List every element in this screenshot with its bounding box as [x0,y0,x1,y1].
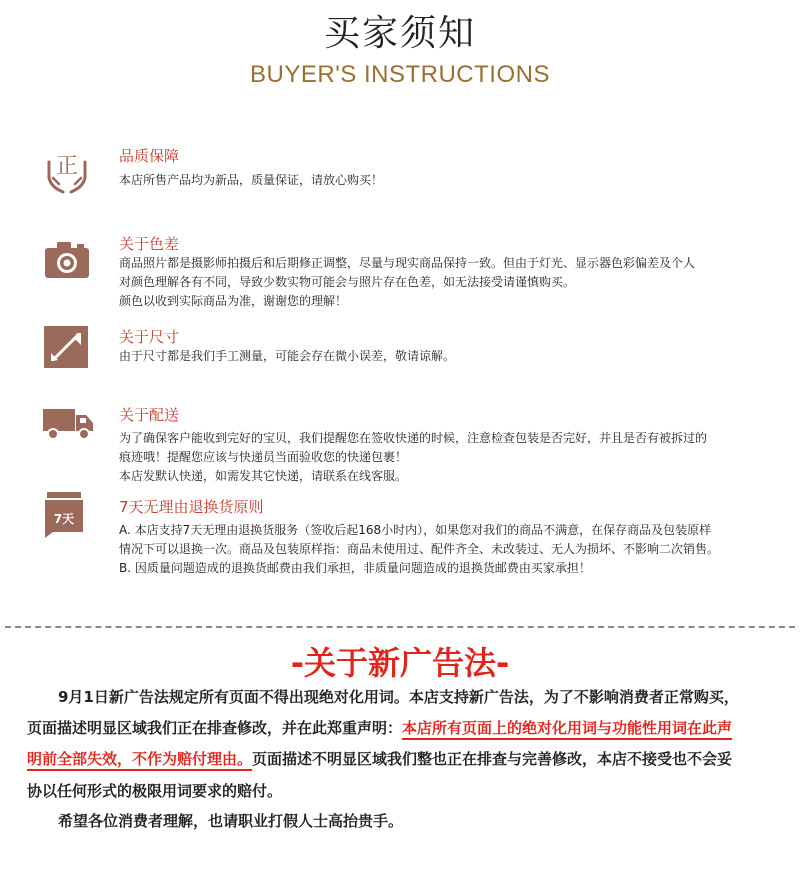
ad-law-line: 页面描述明显区域我们正在排查修改，并在此郑重声明：本店所有页面上的绝对化用词与功能性用词在此声 [27,713,732,743]
resize-arrow-icon [43,325,91,373]
ad-law-highlight: 本店所有页面上的绝对化用词与功能性用词在此声 [402,719,732,740]
section-text: 由于尺寸都是我们手工测量，可能会存在微小误差，敬请谅解。 [119,349,456,363]
page-header [0,8,800,90]
page-title: 买家须知 [323,13,476,54]
ad-law-line: 希望各位消费者理解，也请职业打假人士高抬贵手。 [58,812,404,830]
section-text: 本店所售产品均为新品，质量保证，请放心购买！ [119,173,384,187]
seven-days-glyph: 7天 [53,512,75,526]
page-subtitle: BUYER'S INSTRUCTIONS [250,61,550,88]
section-title: 品质保障 [119,147,180,165]
section-divider [5,626,795,628]
delivery-truck-icon [43,403,95,451]
section-text: 商品照片都是摄影师拍摄后和后期修正调整，尽量与现实商品保持一致。但由于灯光、显示器色彩偏差及个人 对颜色理解各有不同，导致少数实物可能会与照片存在色差，如无法接受请谨慎购买。 颜色以收到实际商品为准，谢谢您的理解！ [119,256,696,308]
ad-law-title: -关于新广告法- [290,644,510,682]
zheng-glyph: 正 [55,154,79,179]
section-title: 关于色差 [119,235,180,253]
ad-law-line: 明前全部失效，不作为赔付理由。页面描述不明显区域我们整也正在排查与完善修改，本店不接受也不会妥 [27,744,732,774]
section-title: 关于尺寸 [119,328,180,346]
ad-law-highlight: 明前全部失效，不作为赔付理由。 [27,750,252,771]
hands-holding-zheng-icon [43,148,91,196]
section-text: A. 本店支持7天无理由退换货服务（签收后起168小时内），如果您对我们的商品不满意，在保存商品及包装原样 情况下可以退换一次。商品及包装原样指：商品未使用过、配件齐全、未改装过、无人为损坏、不影响二次销售。 B. 因质量问题造成的退换货邮费由我们承担，非质量问题造成的退换货邮费由买家承担！ [119,523,720,575]
section-title: 关于配送 [119,406,180,424]
camera-icon [43,236,91,284]
ad-law-line: 协以任何形式的极限用词要求的赔付。 [27,782,283,800]
section-text: 为了确保客户能收到完好的宝贝，我们提醒您在签收快递的时候，注意检查包装是否完好，并且是否有被拆过的 痕迹哦！提醒您应该与快递员当面验收您的快递包裹！ 本店发默认快递，如需发其它快递，请联系在线客服。 [119,431,708,483]
seven-day-return-icon [43,492,91,540]
section-title: 7天无理由退换货原则 [119,498,264,516]
ad-law-line: 9月1日新广告法规定所有页面不得出现绝对化用词。本店支持新广告法，为了不影响消费者正常购买， [58,688,739,706]
